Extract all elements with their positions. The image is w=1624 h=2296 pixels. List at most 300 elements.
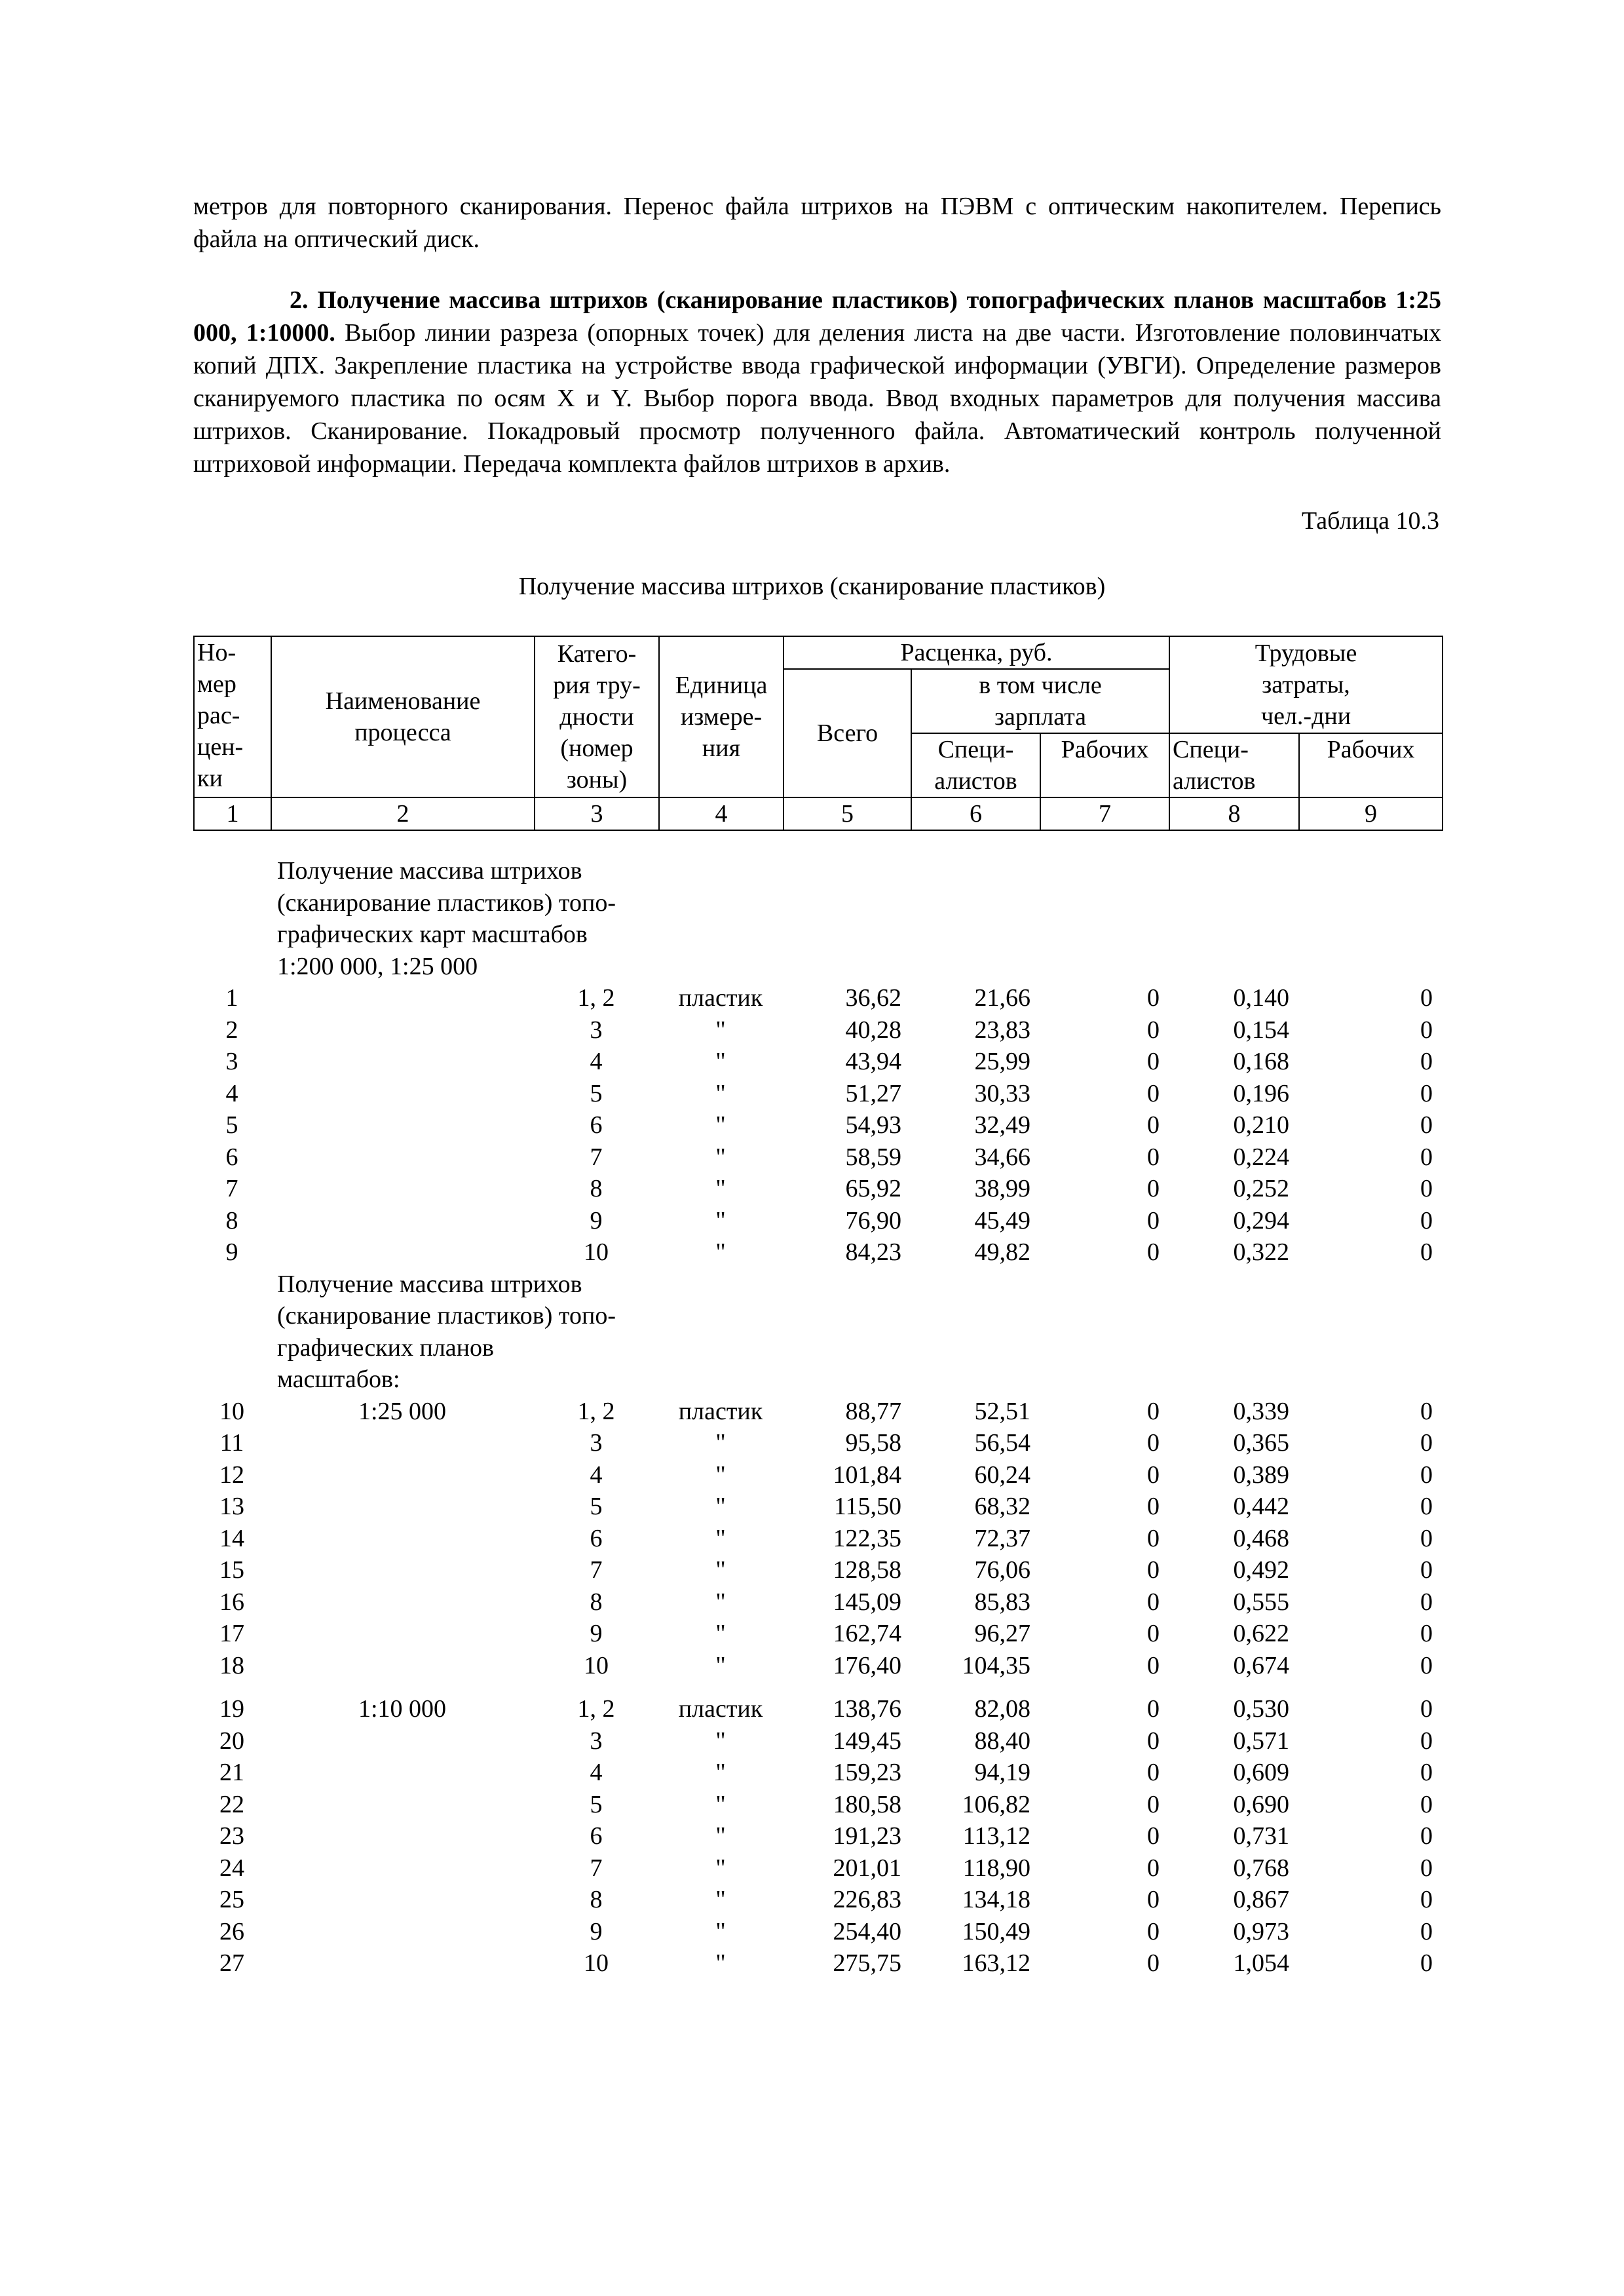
- cell-specialists-salary: 60,24: [974, 1461, 1030, 1489]
- table-row: [193, 1650, 1442, 1682]
- table-row: [193, 982, 1442, 1014]
- table-row: [193, 1884, 1442, 1916]
- cell-workers-labor: 0: [1420, 1759, 1433, 1786]
- section-title-line: Получение массива штрихов: [277, 1270, 582, 1298]
- cell-unit: ": [715, 1524, 726, 1552]
- table-row: [193, 1757, 1442, 1789]
- cell-unit: ": [715, 1143, 726, 1171]
- cell-category: 9: [590, 1206, 603, 1234]
- cell-specialists-labor: 0,768: [1233, 1854, 1289, 1882]
- column-number: 1: [194, 797, 271, 830]
- row-spacer: [193, 1681, 1442, 1693]
- cell-specialists-salary: 25,99: [974, 1048, 1030, 1075]
- cell-rate-number: 14: [219, 1524, 244, 1552]
- table-row: [193, 1725, 1442, 1757]
- cell-unit: ": [715, 1727, 726, 1755]
- cell-total-cost: 159,23: [833, 1759, 901, 1786]
- header-line: Специ-: [937, 736, 1014, 763]
- cell-specialists-labor: 0,609: [1233, 1759, 1289, 1786]
- cell-scale: [271, 1852, 534, 1885]
- section-title-line: графических карт масштабов: [277, 921, 588, 948]
- cell-workers-salary: 0: [1147, 1238, 1160, 1266]
- cell-specialists-labor: 0,731: [1233, 1822, 1289, 1850]
- cell-workers-labor: 0: [1420, 1397, 1433, 1425]
- cell-category: 7: [590, 1854, 603, 1882]
- cell-workers-salary: 0: [1147, 1048, 1160, 1075]
- section-2-heading: 2. Получение массива штрихов (сканирование пластиков) топографических планов масштабов 1:25 000, 1:10000.: [193, 286, 1441, 347]
- cell-workers-labor: 0: [1420, 1048, 1433, 1075]
- cell-rate-number: 22: [219, 1790, 244, 1818]
- cell-rate-number: 24: [219, 1854, 244, 1882]
- cell-unit: ": [715, 1917, 726, 1945]
- cell-workers-salary: 0: [1147, 1790, 1160, 1818]
- cell-workers-labor: 0: [1420, 1620, 1433, 1647]
- header-line: Единица: [675, 672, 768, 699]
- cell-workers-salary: 0: [1147, 1620, 1160, 1647]
- cell-workers-salary: 0: [1147, 1759, 1160, 1786]
- header-workers: Рабочих: [1040, 733, 1169, 797]
- cell-workers-salary: 0: [1147, 1886, 1160, 1913]
- cell-category: 10: [584, 1949, 609, 1977]
- cell-rate-number: 16: [219, 1588, 244, 1616]
- cell-total-cost: 43,94: [845, 1048, 901, 1075]
- cell-total-cost: 84,23: [845, 1238, 901, 1266]
- header-line: цен-: [197, 733, 244, 761]
- cell-workers-labor: 0: [1420, 1886, 1433, 1913]
- cell-specialists-salary: 34,66: [974, 1143, 1030, 1171]
- cell-workers-labor: 0: [1420, 1493, 1433, 1520]
- cell-specialists-labor: 0,252: [1233, 1175, 1289, 1202]
- cell-specialists-labor: 0,168: [1233, 1048, 1289, 1075]
- column-number: 7: [1040, 797, 1169, 830]
- cell-rate-number: 13: [219, 1493, 244, 1520]
- header-rate-group: Расценка, руб.: [784, 636, 1169, 669]
- cell-rate-number: 10: [219, 1397, 244, 1425]
- cell-scale: [271, 1916, 534, 1948]
- cell-unit: ": [715, 1048, 726, 1075]
- section-title-row: [193, 1300, 1442, 1332]
- cell-rate-number: 6: [225, 1143, 238, 1171]
- cell-scale: 1:10 000: [358, 1695, 447, 1723]
- cell-unit: ": [715, 1079, 726, 1107]
- cell-total-cost: 101,84: [833, 1461, 901, 1489]
- cell-specialists-salary: 134,18: [962, 1886, 1030, 1913]
- header-rate-number: [194, 636, 271, 797]
- header-line: процесса: [354, 719, 451, 746]
- cell-scale: [271, 1947, 534, 1980]
- cell-total-cost: 128,58: [833, 1556, 901, 1584]
- cell-category: 4: [590, 1048, 603, 1075]
- cell-workers-labor: 0: [1420, 1854, 1433, 1882]
- cell-total-cost: 149,45: [833, 1727, 901, 1755]
- column-number: 4: [659, 797, 784, 830]
- cell-category: 5: [590, 1079, 603, 1107]
- section-title-row: [193, 1269, 1442, 1301]
- cell-total-cost: 138,76: [833, 1695, 901, 1723]
- cell-specialists-labor: 0,468: [1233, 1524, 1289, 1552]
- table-row: [193, 1014, 1442, 1046]
- table-row: [193, 1693, 1442, 1725]
- header-line: ния: [702, 735, 741, 762]
- cell-workers-salary: 0: [1147, 1206, 1160, 1234]
- cell-workers-salary: 0: [1147, 1854, 1160, 1882]
- cell-category: 10: [584, 1238, 609, 1266]
- cell-workers-labor: 0: [1420, 1727, 1433, 1755]
- cell-category: 1, 2: [577, 984, 615, 1012]
- cell-workers-salary: 0: [1147, 1556, 1160, 1584]
- header-line: Наименование: [325, 687, 481, 715]
- cell-category: 10: [584, 1651, 609, 1679]
- cell-specialists-labor: 0,442: [1233, 1493, 1289, 1520]
- cell-unit: ": [715, 1175, 726, 1202]
- cell-rate-number: 3: [225, 1048, 238, 1075]
- cell-scale: [271, 1109, 534, 1141]
- section-title-row: [193, 919, 1442, 951]
- table-row: [193, 1427, 1442, 1459]
- cell-unit: ": [715, 1886, 726, 1913]
- cell-specialists-salary: 94,19: [974, 1759, 1030, 1786]
- header-line: дности: [559, 703, 634, 731]
- table-row: [193, 1618, 1442, 1650]
- cell-unit: ": [715, 1759, 726, 1786]
- cell-total-cost: 36,62: [845, 984, 901, 1012]
- cell-rate-number: 25: [219, 1886, 244, 1913]
- cell-specialists-labor: 0,690: [1233, 1790, 1289, 1818]
- cell-total-cost: 180,58: [833, 1790, 901, 1818]
- table-row: [193, 1586, 1442, 1618]
- cell-workers-labor: 0: [1420, 984, 1433, 1012]
- cell-workers-labor: 0: [1420, 1790, 1433, 1818]
- table-row: [193, 1947, 1442, 1980]
- section-title-row: [193, 951, 1442, 983]
- cell-specialists-labor: 0,492: [1233, 1556, 1289, 1584]
- cell-rate-number: 27: [219, 1949, 244, 1977]
- section-title-line: масштабов:: [277, 1366, 400, 1393]
- cell-specialists-labor: 0,622: [1233, 1620, 1289, 1647]
- table-header: [193, 636, 1443, 831]
- section-title-row: [193, 887, 1442, 919]
- cell-specialists-labor: 0,210: [1233, 1111, 1289, 1139]
- cell-category: 6: [590, 1111, 603, 1139]
- cell-workers-labor: 0: [1420, 1651, 1433, 1679]
- cell-workers-salary: 0: [1147, 1461, 1160, 1489]
- table-row: [193, 1554, 1442, 1586]
- cell-rate-number: 1: [225, 984, 238, 1012]
- cell-total-cost: 191,23: [833, 1822, 901, 1850]
- cell-workers-salary: 0: [1147, 1016, 1160, 1044]
- cell-specialists-labor: 0,530: [1233, 1695, 1289, 1723]
- cell-unit: ": [715, 1238, 726, 1266]
- header-line: рия тру-: [553, 672, 641, 699]
- header-labor-group: [1169, 636, 1443, 733]
- column-number: 2: [271, 797, 535, 830]
- cell-scale: [271, 1586, 534, 1618]
- cell-workers-salary: 0: [1147, 1429, 1160, 1457]
- cell-workers-salary: 0: [1147, 1493, 1160, 1520]
- cell-category: 4: [590, 1461, 603, 1489]
- table-row: [193, 1078, 1442, 1110]
- cell-category: 9: [590, 1917, 603, 1945]
- cell-workers-salary: 0: [1147, 1143, 1160, 1171]
- cell-specialists-salary: 163,12: [962, 1949, 1030, 1977]
- cell-total-cost: 76,90: [845, 1206, 901, 1234]
- cell-unit: ": [715, 1822, 726, 1850]
- column-number: 5: [784, 797, 911, 830]
- cell-rate-number: 20: [219, 1727, 244, 1755]
- cell-workers-salary: 0: [1147, 1651, 1160, 1679]
- cell-specialists-labor: 0,973: [1233, 1917, 1289, 1945]
- cell-workers-labor: 0: [1420, 1917, 1433, 1945]
- cell-specialists-labor: 0,555: [1233, 1588, 1289, 1616]
- cell-category: 8: [590, 1588, 603, 1616]
- cell-workers-salary: 0: [1147, 1917, 1160, 1945]
- table-row: [193, 1236, 1442, 1269]
- header-line: (номер: [560, 735, 633, 762]
- cell-specialists-salary: 82,08: [974, 1695, 1030, 1723]
- cell-total-cost: 275,75: [833, 1949, 901, 1977]
- cell-specialists-labor: 0,674: [1233, 1651, 1289, 1679]
- cell-scale: [271, 1078, 534, 1110]
- cell-category: 5: [590, 1493, 603, 1520]
- cell-total-cost: 226,83: [833, 1886, 901, 1913]
- cell-workers-labor: 0: [1420, 1461, 1433, 1489]
- cell-rate-number: 5: [225, 1111, 238, 1139]
- table-row: [193, 1046, 1442, 1078]
- column-number: 9: [1299, 797, 1443, 830]
- column-number: 8: [1169, 797, 1299, 830]
- cell-specialists-salary: 56,54: [974, 1429, 1030, 1457]
- cell-workers-salary: 0: [1147, 1175, 1160, 1202]
- cell-rate-number: 26: [219, 1917, 244, 1945]
- cell-total-cost: 254,40: [833, 1917, 901, 1945]
- header-line: зарплата: [994, 703, 1087, 731]
- header-line: Но-: [197, 639, 236, 666]
- cell-total-cost: 54,93: [845, 1111, 901, 1139]
- column-number: 3: [535, 797, 659, 830]
- cell-total-cost: 176,40: [833, 1651, 901, 1679]
- cell-specialists-salary: 30,33: [974, 1079, 1030, 1107]
- cell-workers-labor: 0: [1420, 1016, 1433, 1044]
- cell-specialists-labor: 0,294: [1233, 1206, 1289, 1234]
- cell-unit: ": [715, 1206, 726, 1234]
- header-line: в том числе: [979, 672, 1102, 699]
- table-row: [193, 1459, 1442, 1491]
- cell-unit: ": [715, 1651, 726, 1679]
- header-line: Специ-: [1173, 736, 1249, 763]
- cell-scale: [271, 1427, 534, 1459]
- cell-specialists-labor: 0,196: [1233, 1079, 1289, 1107]
- header-unit: [659, 636, 784, 797]
- cell-category: 1, 2: [577, 1397, 615, 1425]
- table-row: [193, 1789, 1442, 1821]
- header-line: алистов: [1173, 767, 1256, 795]
- table-number: Таблица 10.3: [1301, 507, 1439, 535]
- cell-workers-salary: 0: [1147, 1111, 1160, 1139]
- cell-category: 1, 2: [577, 1695, 615, 1723]
- header-labor-specialists: [1169, 733, 1299, 797]
- table-row: [193, 1396, 1442, 1428]
- cell-scale: [271, 1789, 534, 1821]
- cell-unit: ": [715, 1588, 726, 1616]
- header-line: Трудовые: [1255, 640, 1357, 667]
- header-line: зоны): [566, 766, 628, 794]
- cell-workers-labor: 0: [1420, 1238, 1433, 1266]
- header-line: чел.-дни: [1260, 702, 1351, 730]
- cell-rate-number: 17: [219, 1620, 244, 1647]
- header-labor-workers: Рабочих: [1299, 733, 1443, 797]
- cell-scale: [271, 1618, 534, 1650]
- table-row: [193, 1820, 1442, 1852]
- cell-workers-salary: 0: [1147, 1695, 1160, 1723]
- cell-unit: ": [715, 1556, 726, 1584]
- cell-unit: пластик: [678, 1695, 763, 1723]
- cell-unit: ": [715, 1429, 726, 1457]
- cell-scale: [271, 1173, 534, 1205]
- table-row: [193, 1109, 1442, 1141]
- cell-specialists-salary: 45,49: [974, 1206, 1030, 1234]
- table-row: [193, 1523, 1442, 1555]
- cell-specialists-salary: 32,49: [974, 1111, 1030, 1139]
- header-line: мер: [197, 670, 236, 698]
- cell-scale: [271, 982, 534, 1014]
- cell-scale: [271, 1757, 534, 1789]
- cell-workers-labor: 0: [1420, 1111, 1433, 1139]
- header-process-name: [271, 636, 535, 797]
- cell-workers-labor: 0: [1420, 1429, 1433, 1457]
- cell-rate-number: 8: [225, 1206, 238, 1234]
- cell-specialists-salary: 118,90: [962, 1854, 1030, 1882]
- cell-rate-number: 19: [219, 1695, 244, 1723]
- table-row: [193, 1173, 1442, 1205]
- paragraph-continuation: метров для повторного сканирования. Перенос файла штрихов на ПЭВМ с оптическим накопителем. Перепись файла на оптический диск.: [193, 193, 1441, 253]
- cell-workers-salary: 0: [1147, 984, 1160, 1012]
- header-specialists: [911, 733, 1040, 797]
- cell-rate-number: 23: [219, 1822, 244, 1850]
- table-row: [193, 1916, 1442, 1948]
- cell-category: 3: [590, 1429, 603, 1457]
- cell-rate-number: 11: [219, 1429, 244, 1457]
- cell-unit: пластик: [678, 984, 763, 1012]
- header-total: Всего: [784, 669, 911, 797]
- paragraph-section-2: [193, 284, 1441, 480]
- cell-workers-labor: 0: [1420, 1524, 1433, 1552]
- cell-category: 4: [590, 1759, 603, 1786]
- cell-rate-number: 9: [225, 1238, 238, 1266]
- section-title-line: (сканирование пластиков) топо-: [277, 889, 616, 917]
- cell-total-cost: 88,77: [845, 1397, 901, 1425]
- cell-total-cost: 162,74: [833, 1620, 901, 1647]
- cell-specialists-salary: 150,49: [962, 1917, 1030, 1945]
- cell-total-cost: 115,50: [833, 1493, 901, 1520]
- cell-specialists-salary: 104,35: [962, 1651, 1030, 1679]
- cell-specialists-salary: 68,32: [974, 1493, 1030, 1520]
- cell-category: 7: [590, 1556, 603, 1584]
- cell-specialists-salary: 85,83: [974, 1588, 1030, 1616]
- header-line: рас-: [197, 702, 240, 729]
- cell-category: 9: [590, 1620, 603, 1647]
- cell-workers-labor: 0: [1420, 1588, 1433, 1616]
- cell-workers-labor: 0: [1420, 1206, 1433, 1234]
- cell-unit: ": [715, 1620, 726, 1647]
- header-line: затраты,: [1262, 671, 1350, 698]
- cell-unit: ": [715, 1461, 726, 1489]
- header-line: алистов: [934, 767, 1017, 795]
- cell-specialists-salary: 76,06: [974, 1556, 1030, 1584]
- cell-rate-number: 21: [219, 1759, 244, 1786]
- table-row: [193, 1852, 1442, 1885]
- cell-specialists-salary: 106,82: [962, 1790, 1030, 1818]
- cell-unit: ": [715, 1949, 726, 1977]
- cell-specialists-labor: 0,322: [1233, 1238, 1289, 1266]
- cell-total-cost: 122,35: [833, 1524, 901, 1552]
- cell-scale: [271, 1459, 534, 1491]
- cell-workers-labor: 0: [1420, 1079, 1433, 1107]
- section-title-row: [193, 855, 1442, 887]
- cell-total-cost: 58,59: [845, 1143, 901, 1171]
- cell-specialists-labor: 0,339: [1233, 1397, 1289, 1425]
- cell-specialists-salary: 38,99: [974, 1175, 1030, 1202]
- cell-specialists-salary: 96,27: [974, 1620, 1030, 1647]
- cell-scale: 1:25 000: [358, 1397, 447, 1425]
- cell-category: 5: [590, 1790, 603, 1818]
- cell-scale: [271, 1523, 534, 1555]
- cell-rate-number: 15: [219, 1556, 244, 1584]
- cell-scale: [271, 1141, 534, 1174]
- cell-total-cost: 145,09: [833, 1588, 901, 1616]
- cell-specialists-salary: 49,82: [974, 1238, 1030, 1266]
- cell-specialists-labor: 1,054: [1233, 1949, 1289, 1977]
- cell-total-cost: 201,01: [833, 1854, 901, 1882]
- cell-unit: ": [715, 1493, 726, 1520]
- cell-specialists-labor: 0,571: [1233, 1727, 1289, 1755]
- cell-workers-labor: 0: [1420, 1175, 1433, 1202]
- cell-scale: [271, 1236, 534, 1269]
- section-title-line: Получение массива штрихов: [277, 857, 582, 885]
- cell-specialists-labor: 0,140: [1233, 984, 1289, 1012]
- cell-specialists-salary: 113,12: [962, 1822, 1030, 1850]
- cell-scale: [271, 1725, 534, 1757]
- table-row: [193, 1141, 1442, 1174]
- cell-total-cost: 95,58: [845, 1429, 901, 1457]
- cell-unit: ": [715, 1016, 726, 1044]
- section-2-text: Выбор линии разреза (опорных точек) для деления листа на две части. Изготовление половинчатых копий ДПХ. Закрепление пластика на устройстве ввода графической информации (УВГИ). Определение размеров сканируемого пластика по осям X и Y. Выбор порога ввода. Ввод входных параметров для получения массива штрихов. Сканирование. Покадровый просмотр полученного файла. Автоматический контроль полученной штриховой информации. Передача комплекта файлов штрихов в архив.: [193, 319, 1441, 478]
- cell-workers-salary: 0: [1147, 1822, 1160, 1850]
- cell-rate-number: 7: [225, 1175, 238, 1202]
- cell-category: 7: [590, 1143, 603, 1171]
- cell-workers-salary: 0: [1147, 1588, 1160, 1616]
- cell-workers-labor: 0: [1420, 1556, 1433, 1584]
- header-line: Катего-: [557, 640, 637, 668]
- table-row: [193, 1491, 1442, 1523]
- cell-scale: [271, 1884, 534, 1916]
- cell-specialists-labor: 0,224: [1233, 1143, 1289, 1171]
- cell-unit: ": [715, 1854, 726, 1882]
- cell-rate-number: 18: [219, 1651, 244, 1679]
- cell-specialists-salary: 21,66: [974, 984, 1030, 1012]
- cell-specialists-labor: 0,365: [1233, 1429, 1289, 1457]
- cell-workers-salary: 0: [1147, 1949, 1160, 1977]
- cell-workers-labor: 0: [1420, 1822, 1433, 1850]
- header-category: [535, 636, 659, 797]
- header-incl-salary: [911, 669, 1169, 733]
- cell-unit: ": [715, 1111, 726, 1139]
- table-caption: Получение массива штрихов (сканирование пластиков): [518, 573, 1106, 600]
- cell-scale: [271, 1014, 534, 1046]
- cell-workers-salary: 0: [1147, 1397, 1160, 1425]
- cell-specialists-salary: 88,40: [974, 1727, 1030, 1755]
- cell-category: 8: [590, 1175, 603, 1202]
- header-column-numbers: [194, 797, 1443, 830]
